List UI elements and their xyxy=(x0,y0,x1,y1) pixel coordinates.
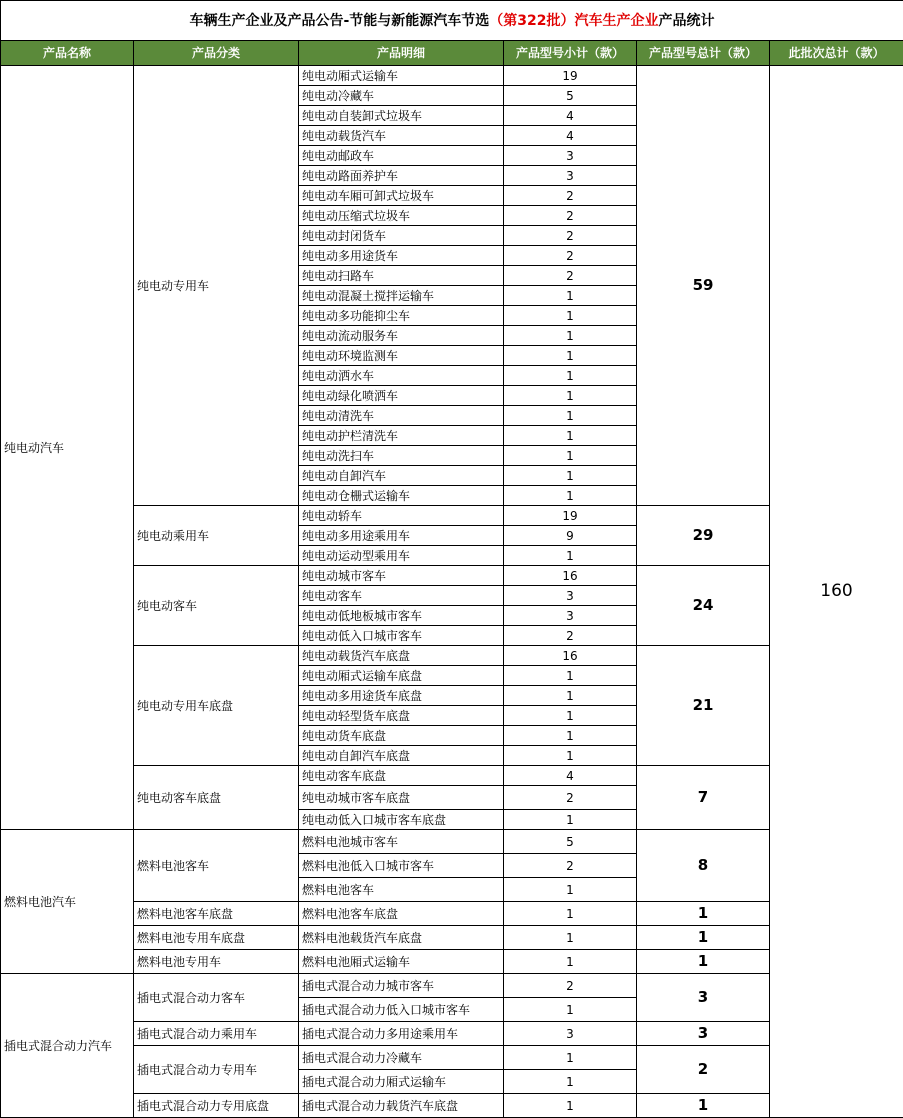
model-subtotal-cell: 2 xyxy=(504,246,637,266)
product-detail-cell: 纯电动货车底盘 xyxy=(299,726,504,746)
product-detail-cell: 纯电动邮政车 xyxy=(299,146,504,166)
batch-total-cell: 160 xyxy=(770,66,903,1118)
product-detail-cell: 纯电动车厢可卸式垃圾车 xyxy=(299,186,504,206)
table-row xyxy=(1,646,903,666)
model-subtotal-cell: 1 xyxy=(504,1046,637,1070)
product-detail-cell: 燃料电池城市客车 xyxy=(299,830,504,854)
product-name-cell: 插电式混合动力汽车 xyxy=(1,974,134,1118)
product-detail-cell: 纯电动冷藏车 xyxy=(299,86,504,106)
model-total-cell: 21 xyxy=(637,646,770,766)
product-detail-cell: 纯电动多用途乘用车 xyxy=(299,526,504,546)
product-category-cell: 插电式混合动力客车 xyxy=(134,974,299,1022)
product-category-cell: 插电式混合动力专用底盘 xyxy=(134,1094,299,1118)
product-detail-cell: 纯电动扫路车 xyxy=(299,266,504,286)
model-subtotal-cell: 3 xyxy=(504,586,637,606)
product-detail-cell: 燃料电池客车 xyxy=(299,878,504,902)
title-text: 车辆生产企业及产品公告-节能与新能源汽车节选 xyxy=(189,13,489,29)
model-subtotal-cell: 1 xyxy=(504,950,637,974)
model-subtotal-cell: 1 xyxy=(504,386,637,406)
header-product-category: 产品分类 xyxy=(134,41,299,66)
product-detail-cell: 纯电动低入口城市客车 xyxy=(299,626,504,646)
model-total-cell: 3 xyxy=(637,1022,770,1046)
product-detail-cell: 纯电动仓栅式运输车 xyxy=(299,486,504,506)
product-detail-cell: 纯电动轻型货车底盘 xyxy=(299,706,504,726)
product-detail-cell: 纯电动轿车 xyxy=(299,506,504,526)
model-subtotal-cell: 1 xyxy=(504,326,637,346)
model-subtotal-cell: 4 xyxy=(504,126,637,146)
product-category-cell: 燃料电池专用车 xyxy=(134,950,299,974)
model-subtotal-cell: 1 xyxy=(504,446,637,466)
table-row xyxy=(1,1022,903,1046)
model-total-cell: 3 xyxy=(637,974,770,1022)
product-category-cell: 燃料电池客车 xyxy=(134,830,299,902)
model-subtotal-cell: 1 xyxy=(504,810,637,830)
model-total-cell: 1 xyxy=(637,926,770,950)
model-subtotal-cell: 4 xyxy=(504,766,637,786)
product-category-cell: 燃料电池专用车底盘 xyxy=(134,926,299,950)
model-subtotal-cell: 1 xyxy=(504,706,637,726)
product-category-cell: 纯电动客车底盘 xyxy=(134,766,299,830)
product-category-cell: 纯电动专用车底盘 xyxy=(134,646,299,766)
model-subtotal-cell: 1 xyxy=(504,1070,637,1094)
model-total-cell: 2 xyxy=(637,1046,770,1094)
model-subtotal-cell: 1 xyxy=(504,306,637,326)
table-row xyxy=(1,830,903,854)
title-highlight: （第322批）汽车生产企业 xyxy=(489,13,658,29)
table-row xyxy=(1,926,903,950)
product-detail-cell: 纯电动环境监测车 xyxy=(299,346,504,366)
product-detail-cell: 燃料电池客车底盘 xyxy=(299,902,504,926)
model-subtotal-cell: 1 xyxy=(504,1094,637,1118)
product-detail-cell: 纯电动洗扫车 xyxy=(299,446,504,466)
product-detail-cell: 纯电动路面养护车 xyxy=(299,166,504,186)
product-detail-cell: 纯电动多用途货车底盘 xyxy=(299,686,504,706)
product-detail-cell: 纯电动厢式运输车底盘 xyxy=(299,666,504,686)
model-subtotal-cell: 3 xyxy=(504,606,637,626)
model-subtotal-cell: 2 xyxy=(504,786,637,810)
product-detail-cell: 纯电动低地板城市客车 xyxy=(299,606,504,626)
model-subtotal-cell: 2 xyxy=(504,186,637,206)
header-product-detail: 产品明细 xyxy=(299,41,504,66)
table-row xyxy=(1,1094,903,1118)
table-row xyxy=(1,1046,903,1070)
model-subtotal-cell: 16 xyxy=(504,646,637,666)
header-row xyxy=(1,41,903,66)
model-subtotal-cell: 1 xyxy=(504,426,637,446)
product-detail-cell: 纯电动压缩式垃圾车 xyxy=(299,206,504,226)
model-subtotal-cell: 1 xyxy=(504,746,637,766)
model-subtotal-cell: 2 xyxy=(504,974,637,998)
product-detail-cell: 纯电动自卸汽车底盘 xyxy=(299,746,504,766)
product-detail-cell: 纯电动护栏清洗车 xyxy=(299,426,504,446)
product-detail-cell: 纯电动低入口城市客车底盘 xyxy=(299,810,504,830)
model-subtotal-cell: 1 xyxy=(504,666,637,686)
product-name-cell: 燃料电池汽车 xyxy=(1,830,134,974)
model-subtotal-cell: 9 xyxy=(504,526,637,546)
model-subtotal-cell: 1 xyxy=(504,406,637,426)
model-total-cell: 59 xyxy=(637,66,770,506)
model-total-cell: 8 xyxy=(637,830,770,902)
model-subtotal-cell: 1 xyxy=(504,878,637,902)
product-detail-cell: 纯电动运动型乘用车 xyxy=(299,546,504,566)
product-category-cell: 插电式混合动力专用车 xyxy=(134,1046,299,1094)
product-detail-cell: 纯电动清洗车 xyxy=(299,406,504,426)
model-total-cell: 1 xyxy=(637,902,770,926)
model-subtotal-cell: 1 xyxy=(504,546,637,566)
product-detail-cell: 插电式混合动力厢式运输车 xyxy=(299,1070,504,1094)
product-category-cell: 插电式混合动力乘用车 xyxy=(134,1022,299,1046)
product-detail-cell: 纯电动多用途货车 xyxy=(299,246,504,266)
title-suffix: 产品统计 xyxy=(659,13,715,29)
model-subtotal-cell: 1 xyxy=(504,998,637,1022)
model-subtotal-cell: 2 xyxy=(504,226,637,246)
product-detail-cell: 纯电动城市客车底盘 xyxy=(299,786,504,810)
product-detail-cell: 纯电动客车底盘 xyxy=(299,766,504,786)
model-subtotal-cell: 19 xyxy=(504,506,637,526)
product-detail-cell: 插电式混合动力载货汽车底盘 xyxy=(299,1094,504,1118)
model-subtotal-cell: 1 xyxy=(504,366,637,386)
model-subtotal-cell: 5 xyxy=(504,86,637,106)
model-subtotal-cell: 19 xyxy=(504,66,637,86)
model-subtotal-cell: 3 xyxy=(504,166,637,186)
model-subtotal-cell: 2 xyxy=(504,206,637,226)
model-total-cell: 7 xyxy=(637,766,770,830)
product-category-cell: 燃料电池客车底盘 xyxy=(134,902,299,926)
model-subtotal-cell: 1 xyxy=(504,726,637,746)
product-detail-cell: 纯电动封闭货车 xyxy=(299,226,504,246)
model-total-cell: 1 xyxy=(637,1094,770,1118)
model-subtotal-cell: 3 xyxy=(504,146,637,166)
header-batch-total: 此批次总计（款） xyxy=(770,41,903,66)
model-subtotal-cell: 1 xyxy=(504,286,637,306)
product-detail-cell: 纯电动载货汽车 xyxy=(299,126,504,146)
product-detail-cell: 插电式混合动力城市客车 xyxy=(299,974,504,998)
table-row xyxy=(1,950,903,974)
product-detail-cell: 纯电动自装卸式垃圾车 xyxy=(299,106,504,126)
product-category-cell: 纯电动专用车 xyxy=(134,66,299,506)
product-detail-cell: 纯电动流动服务车 xyxy=(299,326,504,346)
model-total-cell: 1 xyxy=(637,950,770,974)
header-model-subtotal: 产品型号小计（款） xyxy=(504,41,637,66)
product-detail-cell: 燃料电池载货汽车底盘 xyxy=(299,926,504,950)
product-detail-cell: 纯电动洒水车 xyxy=(299,366,504,386)
product-detail-cell: 燃料电池低入口城市客车 xyxy=(299,854,504,878)
model-subtotal-cell: 1 xyxy=(504,902,637,926)
product-detail-cell: 纯电动厢式运输车 xyxy=(299,66,504,86)
product-name-cell: 纯电动汽车 xyxy=(1,66,134,830)
model-subtotal-cell: 5 xyxy=(504,830,637,854)
product-detail-cell: 燃料电池厢式运输车 xyxy=(299,950,504,974)
product-detail-cell: 纯电动载货汽车底盘 xyxy=(299,646,504,666)
model-subtotal-cell: 2 xyxy=(504,854,637,878)
product-detail-cell: 纯电动城市客车 xyxy=(299,566,504,586)
model-total-cell: 29 xyxy=(637,506,770,566)
model-subtotal-cell: 2 xyxy=(504,626,637,646)
header-product-name: 产品名称 xyxy=(1,41,134,66)
product-detail-cell: 纯电动多功能抑尘车 xyxy=(299,306,504,326)
model-subtotal-cell: 2 xyxy=(504,266,637,286)
model-subtotal-cell: 4 xyxy=(504,106,637,126)
table-row xyxy=(1,506,903,526)
product-detail-cell: 插电式混合动力低入口城市客车 xyxy=(299,998,504,1022)
product-detail-cell: 插电式混合动力冷藏车 xyxy=(299,1046,504,1070)
product-detail-cell: 纯电动混凝土搅拌运输车 xyxy=(299,286,504,306)
product-detail-cell: 插电式混合动力多用途乘用车 xyxy=(299,1022,504,1046)
product-detail-cell: 纯电动客车 xyxy=(299,586,504,606)
model-subtotal-cell: 1 xyxy=(504,926,637,950)
table-title xyxy=(1,1,903,41)
table-row xyxy=(1,66,903,86)
model-subtotal-cell: 1 xyxy=(504,346,637,366)
table-row xyxy=(1,902,903,926)
model-subtotal-cell: 3 xyxy=(504,1022,637,1046)
product-detail-cell: 纯电动自卸汽车 xyxy=(299,466,504,486)
header-model-total: 产品型号总计（款） xyxy=(637,41,770,66)
product-category-cell: 纯电动客车 xyxy=(134,566,299,646)
model-total-cell: 24 xyxy=(637,566,770,646)
model-subtotal-cell: 16 xyxy=(504,566,637,586)
table-row xyxy=(1,766,903,786)
table-row xyxy=(1,566,903,586)
model-subtotal-cell: 1 xyxy=(504,686,637,706)
product-detail-cell: 纯电动绿化喷洒车 xyxy=(299,386,504,406)
model-subtotal-cell: 1 xyxy=(504,486,637,506)
product-category-cell: 纯电动乘用车 xyxy=(134,506,299,566)
model-subtotal-cell: 1 xyxy=(504,466,637,486)
table-row xyxy=(1,974,903,998)
